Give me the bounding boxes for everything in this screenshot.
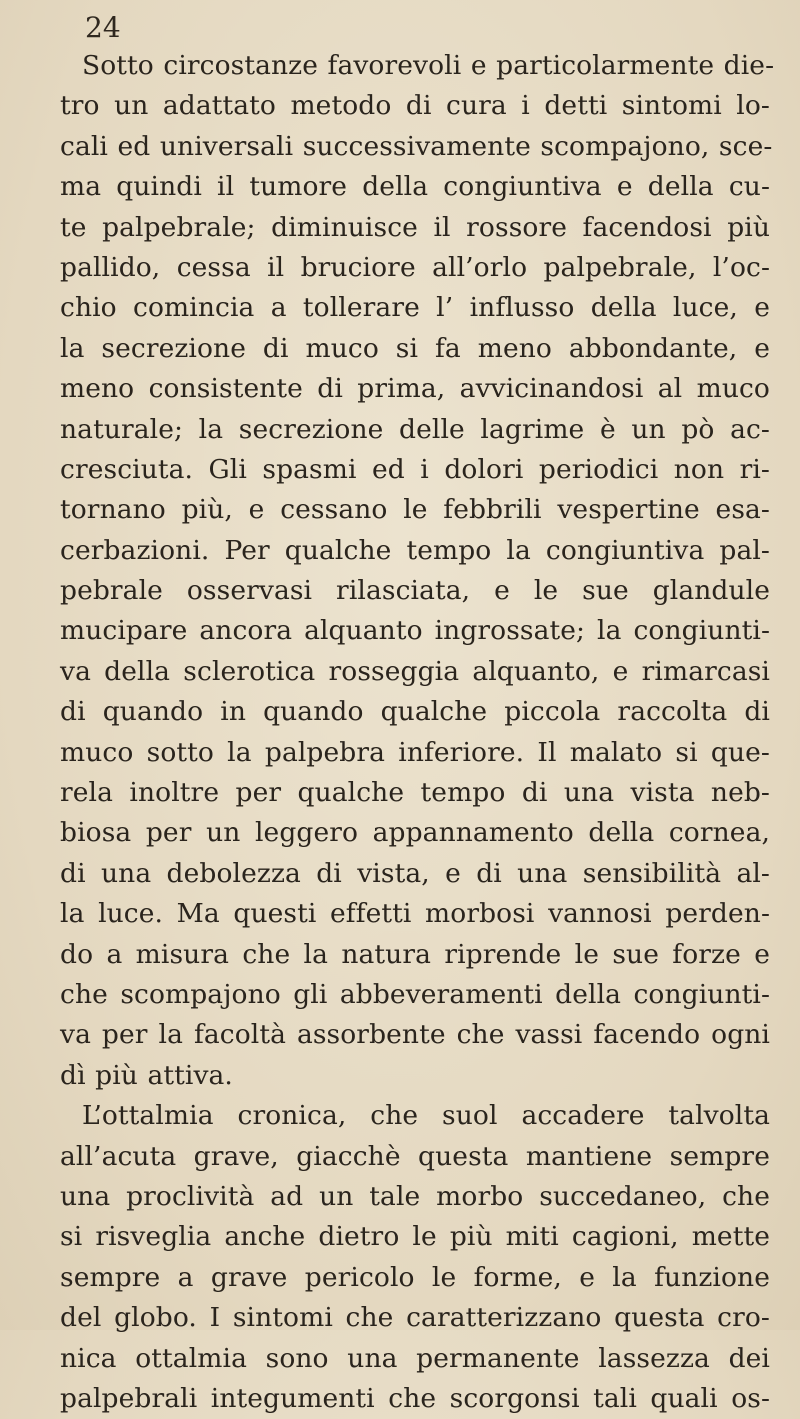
body-text — [60, 46, 775, 1419]
text-line: cali ed universali successivamente scompajono, sce- — [60, 130, 773, 162]
text-line: mucipare ancora alquanto ingrossate; la congiunti- — [60, 615, 770, 647]
text-line: va per la facoltà assorbente che vassi facendo ogni — [60, 1019, 770, 1051]
text-line: pallido, cessa il bruciore all’orlo palpebrale, l’oc- — [60, 251, 770, 283]
text-line: la secrezione di muco si fa meno abbondante, e — [60, 332, 770, 364]
text-line: sempre a grave pericolo le forme, e la funzione — [60, 1261, 770, 1293]
text-line: naturale; la secrezione delle lagrime è un pò ac- — [60, 413, 770, 445]
text-line: Sotto circostanze favorevoli e particolarmente die- — [82, 50, 775, 81]
text-line: la luce. Ma questi effetti morbosi vannosi perden- — [60, 898, 770, 930]
text-line: nica ottalmia sono una permanente lassezza dei — [60, 1342, 770, 1374]
text-line: cerbazioni. Per qualche tempo la congiuntiva pal- — [60, 534, 770, 566]
text-line: meno consistente di prima, avvicinandosi al muco — [60, 373, 770, 405]
text-line: biosa per un leggero appannamento della cornea, — [60, 817, 770, 849]
text-line: tornano più, e cessano le febbrili vespertine esa- — [60, 494, 770, 526]
text-line: va della sclerotica rosseggia alquanto, e rimarcasi — [60, 655, 770, 687]
text-line: si risveglia anche dietro le più miti cagioni, mette — [60, 1221, 770, 1253]
text-line: pebrale osservasi rilasciata, e le sue glandule — [60, 575, 770, 607]
text-line: tro un adattato metodo di cura i detti sintomi lo- — [60, 90, 770, 122]
text-line: che scompajono gli abbeveramenti della congiunti- — [60, 978, 770, 1010]
paragraph-1 — [60, 46, 775, 1096]
text-line: ma quindi il tumore della congiuntiva e della cu- — [60, 171, 770, 203]
text-line: all’acuta grave, giacchè questa mantiene sempre — [60, 1140, 770, 1172]
text-line: di una debolezza di vista, e di una sensibilità al- — [60, 857, 770, 889]
text-line: del globo. I sintomi che caratterizzano questa cro- — [60, 1302, 770, 1334]
text-line: L’ottalmia cronica, che suol accadere talvolta — [82, 1100, 770, 1132]
text-line: te palpebrale; diminuisce il rossore facendosi più — [60, 211, 770, 243]
page-number: 24 — [85, 11, 121, 44]
text-line: dì più attiva. — [60, 1059, 233, 1091]
text-line: do a misura che la natura riprende le sue forze e — [60, 938, 770, 970]
text-line: una proclività ad un tale morbo succedaneo, che — [60, 1180, 770, 1212]
text-line: chio comincia a tollerare l’ influsso della luce, e — [60, 292, 770, 324]
text-line: di quando in quando qualche piccola raccolta di — [60, 696, 770, 728]
text-line: palpebrali integumenti che scorgonsi tali quali os- — [60, 1382, 770, 1414]
text-line: cresciuta. Gli spasmi ed i dolori periodici non ri- — [60, 453, 770, 485]
text-line: muco sotto la palpebra inferiore. Il malato si que- — [60, 736, 770, 768]
text-line: rela inoltre per qualche tempo di una vista neb- — [60, 777, 770, 809]
paragraph-2 — [60, 1096, 770, 1419]
